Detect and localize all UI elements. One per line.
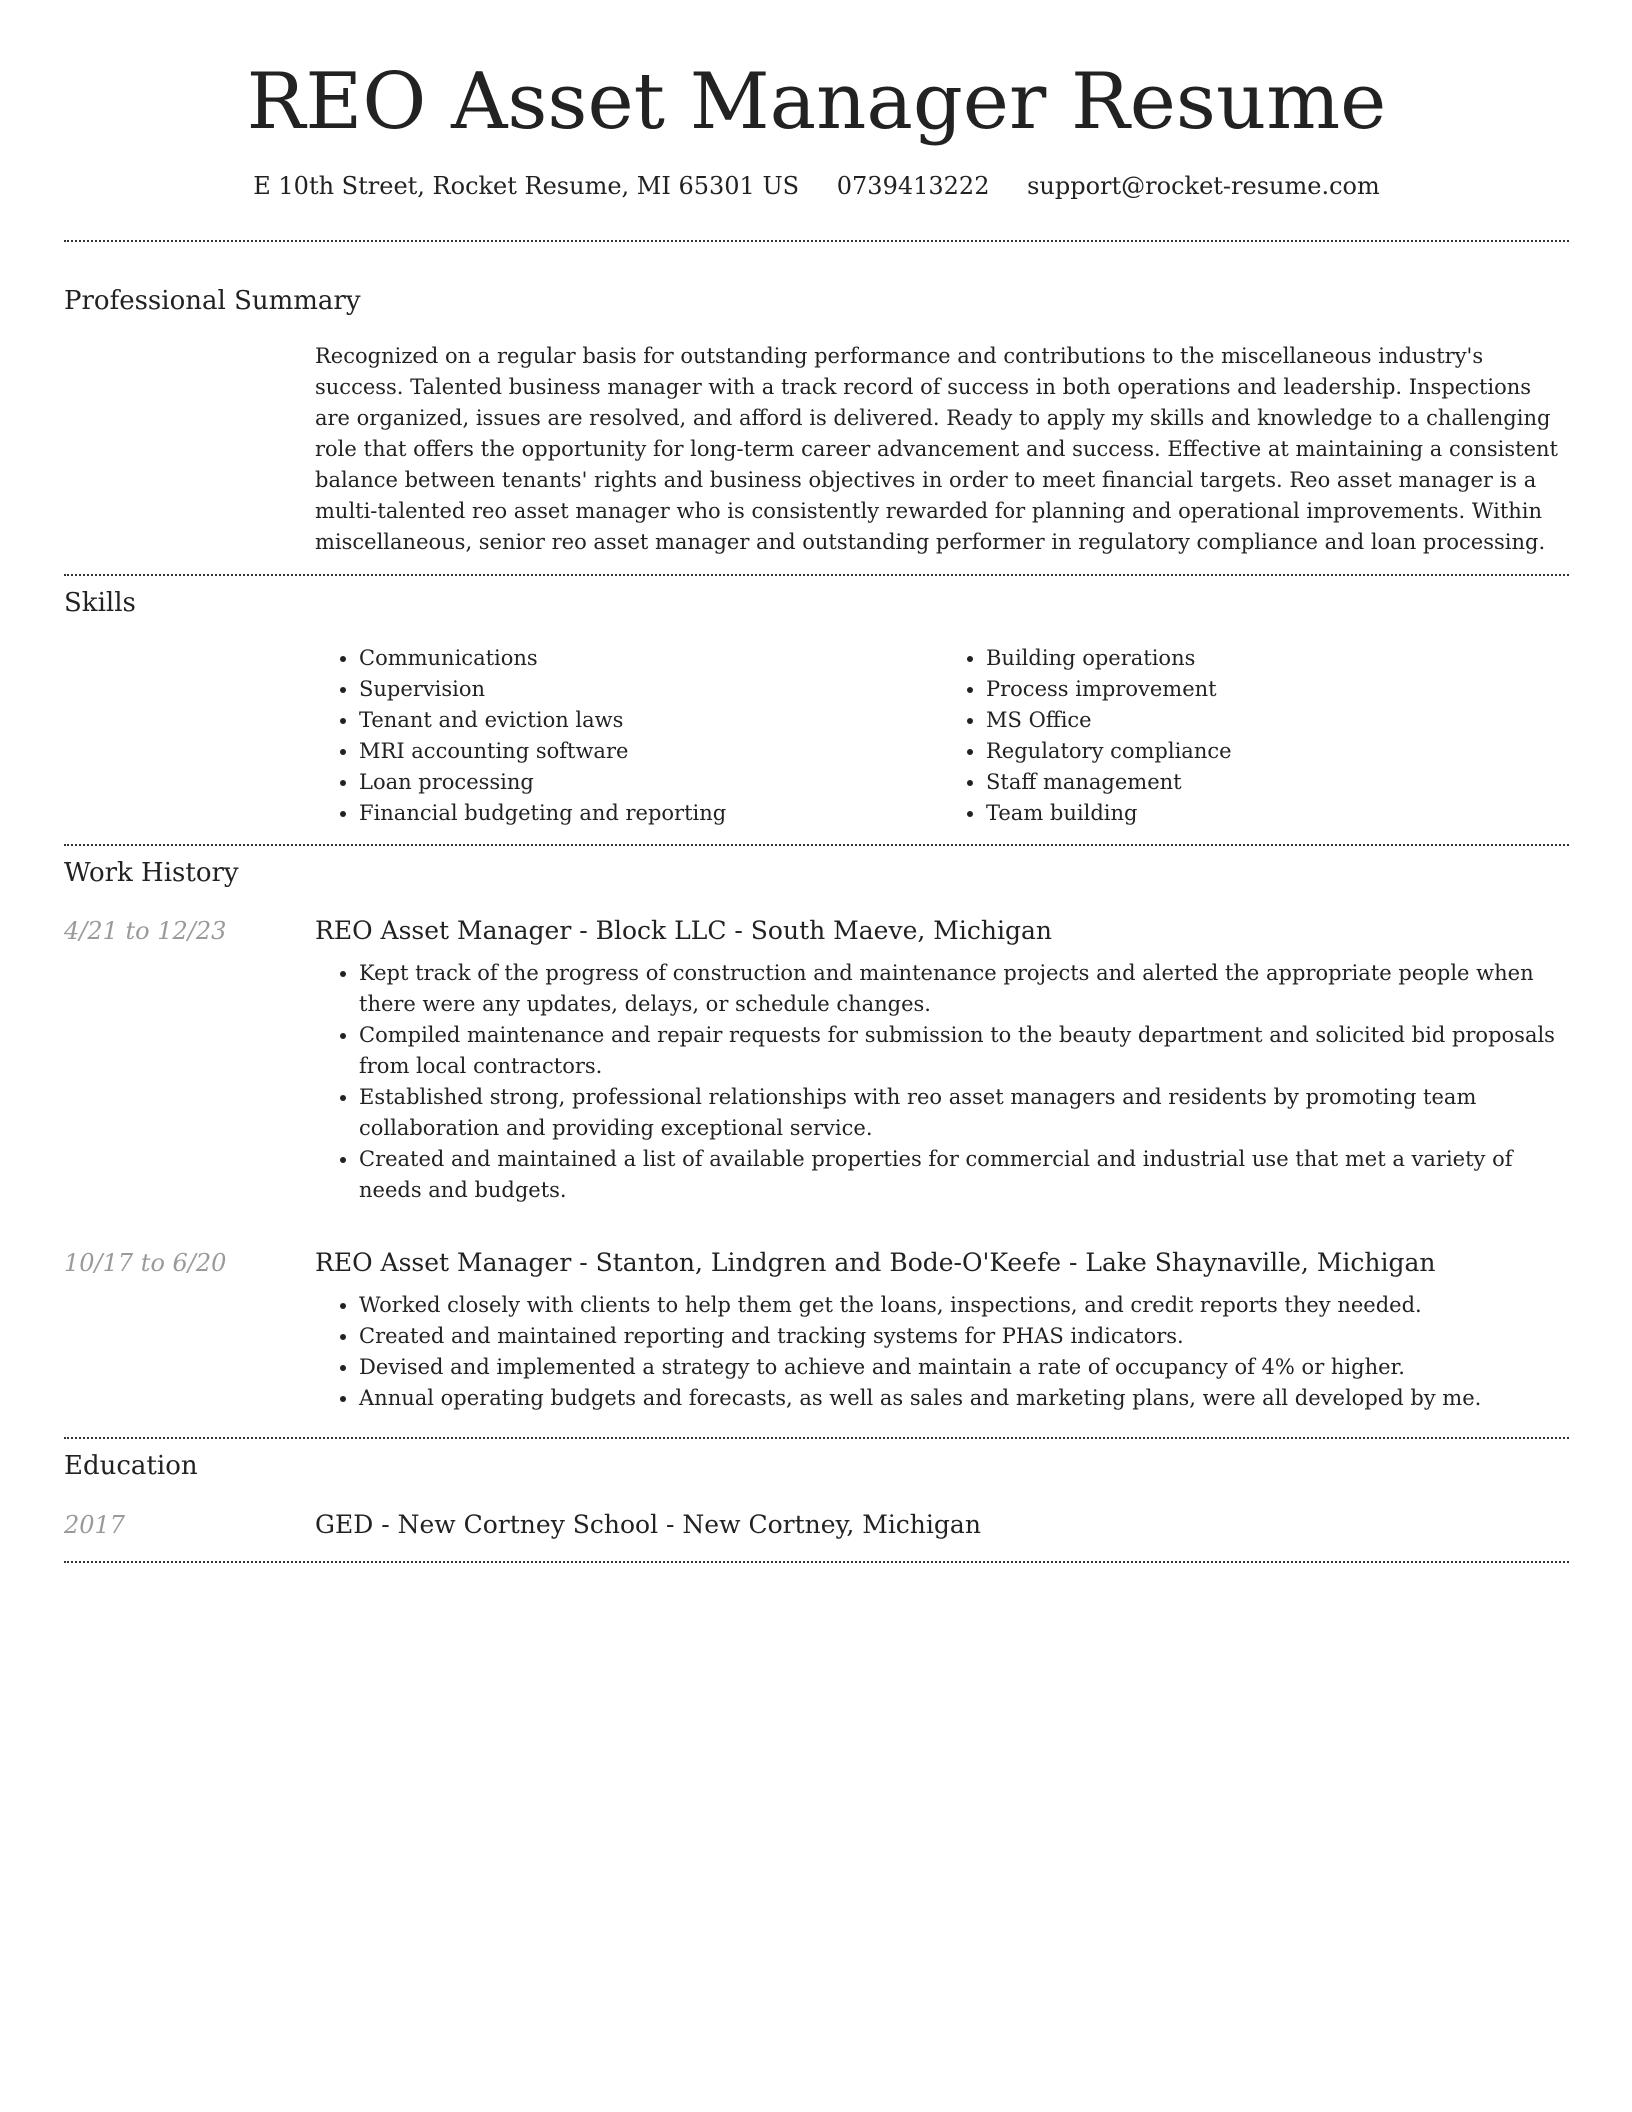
summary-text: Recognized on a regular basis for outstanding performance and contributions to the miscellaneous industry's success. Talented business manager with a track record of success in both operations and leadership. Inspections are organized, issues are resolved, and afford is delivered. Ready to apply my skills and knowledge to a challenging role that offers the opportunity for long-term career advancement and success. Effective at maintaining a consistent balance between tenants' rights and business objectives in order to meet financial targets. Reo asset manager is a multi-talented reo asset manager who is consistently rewarded for planning and operational improvements. Within miscellaneous, senior reo asset manager and outstanding performer in regulatory compliance and loan processing. (315, 344, 1558, 554)
job-bullet: • Created and maintained a list of available properties for commercial and industrial use that met a variety of needs and budgets. (359, 1144, 1569, 1206)
summary-heading: Professional Summary (64, 286, 361, 316)
divider (64, 1437, 1569, 1439)
job-bullet: • Created and maintained reporting and tracking systems for PHAS indicators. (359, 1321, 1569, 1352)
skill-item: • Team building (986, 798, 1569, 829)
divider (64, 240, 1569, 242)
skill-item: • Loan processing (359, 767, 942, 798)
skill-item: • Process improvement (986, 674, 1569, 705)
skill-item: • Building operations (986, 643, 1569, 674)
job-bullets (315, 958, 1569, 1206)
divider (64, 574, 1569, 576)
job-entry (315, 914, 1569, 1206)
divider (64, 844, 1569, 846)
skills-section (315, 643, 1569, 829)
job-bullets (315, 1290, 1569, 1414)
contact-phone: 0739413222 (836, 172, 990, 200)
education-entry (315, 1508, 1569, 1552)
education-title: GED - New Cortney School - New Cortney, Michigan (315, 1510, 981, 1539)
skill-item: • Staff management (986, 767, 1569, 798)
contact-address: E 10th Street, Rocket Resume, MI 65301 US (253, 172, 800, 200)
education-year: 2017 (64, 1511, 126, 1539)
skill-item: • Regulatory compliance (986, 736, 1569, 767)
resume-title: REO Asset Manager Resume (246, 57, 1387, 147)
skills-list-right (942, 643, 1569, 829)
skill-item: • Communications (359, 643, 942, 674)
skills-list-left (315, 643, 942, 829)
skill-item: • Financial budgeting and reporting (359, 798, 942, 829)
job-bullet: • Worked closely with clients to help them get the loans, inspections, and credit reports they needed. (359, 1290, 1569, 1321)
skill-item: • MS Office (986, 705, 1569, 736)
job-bullet: • Annual operating budgets and forecasts, as well as sales and marketing plans, were all developed by me. (359, 1383, 1569, 1414)
job-dates: 4/21 to 12/23 (64, 917, 227, 945)
contact-email: support@rocket-resume.com (1027, 172, 1380, 200)
job-bullet: • Established strong, professional relationships with reo asset managers and residents by promoting team collaboration and providing exceptional service. (359, 1082, 1569, 1144)
job-bullet: • Kept track of the progress of construction and maintenance projects and alerted the appropriate people when there were any updates, delays, or schedule changes. (359, 958, 1569, 1020)
skill-item: • Tenant and eviction laws (359, 705, 942, 736)
job-bullet: • Devised and implemented a strategy to achieve and maintain a rate of occupancy of 4% or higher. (359, 1352, 1569, 1383)
skills-heading: Skills (64, 588, 136, 618)
job-title: REO Asset Manager - Stanton, Lindgren and Bode-O'Keefe - Lake Shaynaville, Michigan (315, 1248, 1436, 1277)
job-entry (315, 1246, 1569, 1414)
education-heading: Education (64, 1451, 198, 1481)
divider (64, 1561, 1569, 1563)
skill-item: • Supervision (359, 674, 942, 705)
work-heading: Work History (64, 858, 239, 888)
summary-section (315, 341, 1569, 558)
job-bullet: • Compiled maintenance and repair requests for submission to the beauty department and solicited bid proposals from local contractors. (359, 1020, 1569, 1082)
job-title: REO Asset Manager - Block LLC - South Maeve, Michigan (315, 916, 1052, 945)
skill-item: • MRI accounting software (359, 736, 942, 767)
contact-line (64, 170, 1569, 202)
job-dates: 10/17 to 6/20 (64, 1249, 227, 1277)
